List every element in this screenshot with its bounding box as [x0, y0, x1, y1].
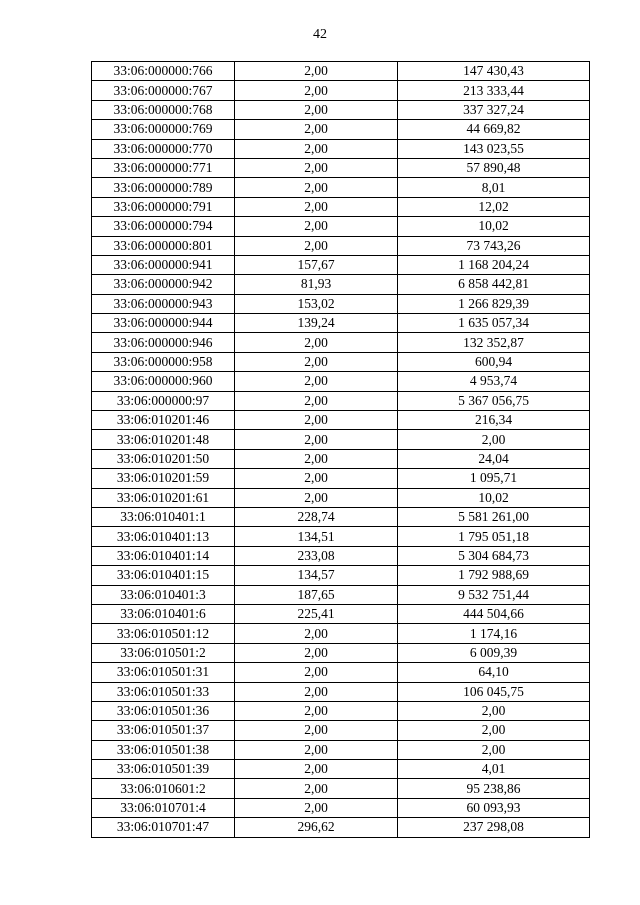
table-row — [92, 469, 590, 488]
coefficient-cell: 153,02 — [235, 294, 398, 313]
value-cell: 6 009,39 — [398, 643, 590, 662]
table-row — [92, 81, 590, 100]
table-row — [92, 740, 590, 759]
cadastral-number-cell: 33:06:000000:942 — [92, 275, 235, 294]
table-body — [92, 62, 590, 838]
table-row — [92, 158, 590, 177]
value-cell: 4,01 — [398, 760, 590, 779]
value-cell: 5 304 684,73 — [398, 546, 590, 565]
coefficient-cell: 228,74 — [235, 507, 398, 526]
coefficient-cell: 2,00 — [235, 333, 398, 352]
cadastral-number-cell: 33:06:000000:767 — [92, 81, 235, 100]
table-row — [92, 217, 590, 236]
table-row — [92, 507, 590, 526]
value-cell: 337 327,24 — [398, 100, 590, 119]
coefficient-cell: 233,08 — [235, 546, 398, 565]
value-cell: 213 333,44 — [398, 81, 590, 100]
table-row — [92, 721, 590, 740]
value-cell: 6 858 442,81 — [398, 275, 590, 294]
value-cell: 106 045,75 — [398, 682, 590, 701]
value-cell: 1 266 829,39 — [398, 294, 590, 313]
coefficient-cell: 2,00 — [235, 62, 398, 81]
table-row — [92, 527, 590, 546]
value-cell: 444 504,66 — [398, 604, 590, 623]
cadastral-number-cell: 33:06:010201:59 — [92, 469, 235, 488]
cadastral-number-cell: 33:06:010401:13 — [92, 527, 235, 546]
coefficient-cell: 2,00 — [235, 488, 398, 507]
coefficient-cell: 2,00 — [235, 643, 398, 662]
coefficient-cell: 2,00 — [235, 391, 398, 410]
coefficient-cell: 2,00 — [235, 236, 398, 255]
table-row — [92, 391, 590, 410]
table-row — [92, 430, 590, 449]
value-cell: 5 367 056,75 — [398, 391, 590, 410]
coefficient-cell: 2,00 — [235, 760, 398, 779]
cadastral-number-cell: 33:06:000000:766 — [92, 62, 235, 81]
cadastral-number-cell: 33:06:000000:941 — [92, 255, 235, 274]
table-row — [92, 604, 590, 623]
coefficient-cell: 2,00 — [235, 682, 398, 701]
cadastral-number-cell: 33:06:000000:801 — [92, 236, 235, 255]
value-cell: 64,10 — [398, 663, 590, 682]
table-row — [92, 663, 590, 682]
cadastral-number-cell: 33:06:010201:50 — [92, 449, 235, 468]
cadastral-number-cell: 33:06:000000:768 — [92, 100, 235, 119]
value-cell: 216,34 — [398, 411, 590, 430]
cadastral-number-cell: 33:06:010501:2 — [92, 643, 235, 662]
value-cell: 600,94 — [398, 352, 590, 371]
value-cell: 1 174,16 — [398, 624, 590, 643]
coefficient-cell: 81,93 — [235, 275, 398, 294]
coefficient-cell: 2,00 — [235, 352, 398, 371]
table-row — [92, 798, 590, 817]
page-number: 42 — [313, 27, 327, 42]
cadastral-number-cell: 33:06:000000:791 — [92, 197, 235, 216]
table-row — [92, 255, 590, 274]
cadastral-number-cell: 33:06:010201:48 — [92, 430, 235, 449]
value-cell: 1 635 057,34 — [398, 314, 590, 333]
value-cell: 5 581 261,00 — [398, 507, 590, 526]
value-cell: 1 095,71 — [398, 469, 590, 488]
value-cell: 143 023,55 — [398, 139, 590, 158]
table-row — [92, 779, 590, 798]
table-row — [92, 546, 590, 565]
cadastral-number-cell: 33:06:000000:97 — [92, 391, 235, 410]
value-cell: 57 890,48 — [398, 158, 590, 177]
value-cell: 73 743,26 — [398, 236, 590, 255]
coefficient-cell: 2,00 — [235, 197, 398, 216]
value-cell: 9 532 751,44 — [398, 585, 590, 604]
coefficient-cell: 134,51 — [235, 527, 398, 546]
table-row — [92, 178, 590, 197]
cadastral-number-cell: 33:06:010401:15 — [92, 566, 235, 585]
value-cell: 147 430,43 — [398, 62, 590, 81]
coefficient-cell: 2,00 — [235, 624, 398, 643]
cadastral-number-cell: 33:06:010501:39 — [92, 760, 235, 779]
coefficient-cell: 2,00 — [235, 740, 398, 759]
coefficient-cell: 296,62 — [235, 818, 398, 837]
value-cell: 10,02 — [398, 488, 590, 507]
cadastral-number-cell: 33:06:000000:794 — [92, 217, 235, 236]
cadastral-number-cell: 33:06:000000:944 — [92, 314, 235, 333]
table-row — [92, 818, 590, 837]
coefficient-cell: 2,00 — [235, 701, 398, 720]
cadastral-number-cell: 33:06:010701:47 — [92, 818, 235, 837]
coefficient-cell: 2,00 — [235, 81, 398, 100]
table-row — [92, 701, 590, 720]
table-row — [92, 682, 590, 701]
coefficient-cell: 2,00 — [235, 158, 398, 177]
cadastral-number-cell: 33:06:010501:38 — [92, 740, 235, 759]
coefficient-cell: 2,00 — [235, 217, 398, 236]
cadastral-number-cell: 33:06:000000:958 — [92, 352, 235, 371]
cadastral-number-cell: 33:06:010401:3 — [92, 585, 235, 604]
cadastral-number-cell: 33:06:000000:960 — [92, 372, 235, 391]
table-row — [92, 585, 590, 604]
coefficient-cell: 157,67 — [235, 255, 398, 274]
table-row — [92, 333, 590, 352]
coefficient-cell: 2,00 — [235, 100, 398, 119]
cadastral-number-cell: 33:06:010501:31 — [92, 663, 235, 682]
coefficient-cell: 2,00 — [235, 411, 398, 430]
value-cell: 2,00 — [398, 701, 590, 720]
coefficient-cell: 2,00 — [235, 449, 398, 468]
cadastral-number-cell: 33:06:010501:37 — [92, 721, 235, 740]
table-row — [92, 488, 590, 507]
value-cell: 237 298,08 — [398, 818, 590, 837]
table-row — [92, 139, 590, 158]
coefficient-cell: 139,24 — [235, 314, 398, 333]
value-cell: 24,04 — [398, 449, 590, 468]
table-row — [92, 624, 590, 643]
cadastral-number-cell: 33:06:010401:6 — [92, 604, 235, 623]
value-cell: 2,00 — [398, 721, 590, 740]
coefficient-cell: 2,00 — [235, 372, 398, 391]
coefficient-cell: 2,00 — [235, 178, 398, 197]
table-row — [92, 449, 590, 468]
coefficient-cell: 225,41 — [235, 604, 398, 623]
cadastral-number-cell: 33:06:000000:789 — [92, 178, 235, 197]
coefficient-cell: 2,00 — [235, 798, 398, 817]
table-row — [92, 411, 590, 430]
coefficient-cell: 2,00 — [235, 139, 398, 158]
coefficient-cell: 2,00 — [235, 721, 398, 740]
table-row — [92, 275, 590, 294]
cadastral-number-cell: 33:06:010501:33 — [92, 682, 235, 701]
value-cell: 1 168 204,24 — [398, 255, 590, 274]
table-row — [92, 236, 590, 255]
cadastral-number-cell: 33:06:010201:46 — [92, 411, 235, 430]
cadastral-number-cell: 33:06:000000:946 — [92, 333, 235, 352]
coefficient-cell: 134,57 — [235, 566, 398, 585]
value-cell: 4 953,74 — [398, 372, 590, 391]
cadastral-number-cell: 33:06:010501:12 — [92, 624, 235, 643]
coefficient-cell: 2,00 — [235, 779, 398, 798]
cadastral-number-cell: 33:06:010501:36 — [92, 701, 235, 720]
table-row — [92, 294, 590, 313]
cadastral-number-cell: 33:06:010401:1 — [92, 507, 235, 526]
cadastral-table — [91, 61, 590, 838]
table-row — [92, 197, 590, 216]
cadastral-number-cell: 33:06:010401:14 — [92, 546, 235, 565]
coefficient-cell: 187,65 — [235, 585, 398, 604]
value-cell: 10,02 — [398, 217, 590, 236]
table-row — [92, 566, 590, 585]
value-cell: 1 795 051,18 — [398, 527, 590, 546]
cadastral-number-cell: 33:06:010701:4 — [92, 798, 235, 817]
table-row — [92, 352, 590, 371]
cadastral-number-cell: 33:06:000000:770 — [92, 139, 235, 158]
cadastral-number-cell: 33:06:010601:2 — [92, 779, 235, 798]
table-row — [92, 372, 590, 391]
cadastral-number-cell: 33:06:000000:943 — [92, 294, 235, 313]
value-cell: 132 352,87 — [398, 333, 590, 352]
coefficient-cell: 2,00 — [235, 469, 398, 488]
table-row — [92, 643, 590, 662]
table-row — [92, 120, 590, 139]
cadastral-number-cell: 33:06:010201:61 — [92, 488, 235, 507]
cadastral-number-cell: 33:06:000000:771 — [92, 158, 235, 177]
coefficient-cell: 2,00 — [235, 430, 398, 449]
table-row — [92, 100, 590, 119]
table-row — [92, 760, 590, 779]
value-cell: 60 093,93 — [398, 798, 590, 817]
coefficient-cell: 2,00 — [235, 120, 398, 139]
coefficient-cell: 2,00 — [235, 663, 398, 682]
value-cell: 2,00 — [398, 430, 590, 449]
value-cell: 95 238,86 — [398, 779, 590, 798]
value-cell: 12,02 — [398, 197, 590, 216]
cadastral-number-cell: 33:06:000000:769 — [92, 120, 235, 139]
value-cell: 44 669,82 — [398, 120, 590, 139]
value-cell: 1 792 988,69 — [398, 566, 590, 585]
table-row — [92, 62, 590, 81]
value-cell: 2,00 — [398, 740, 590, 759]
table-row — [92, 314, 590, 333]
value-cell: 8,01 — [398, 178, 590, 197]
